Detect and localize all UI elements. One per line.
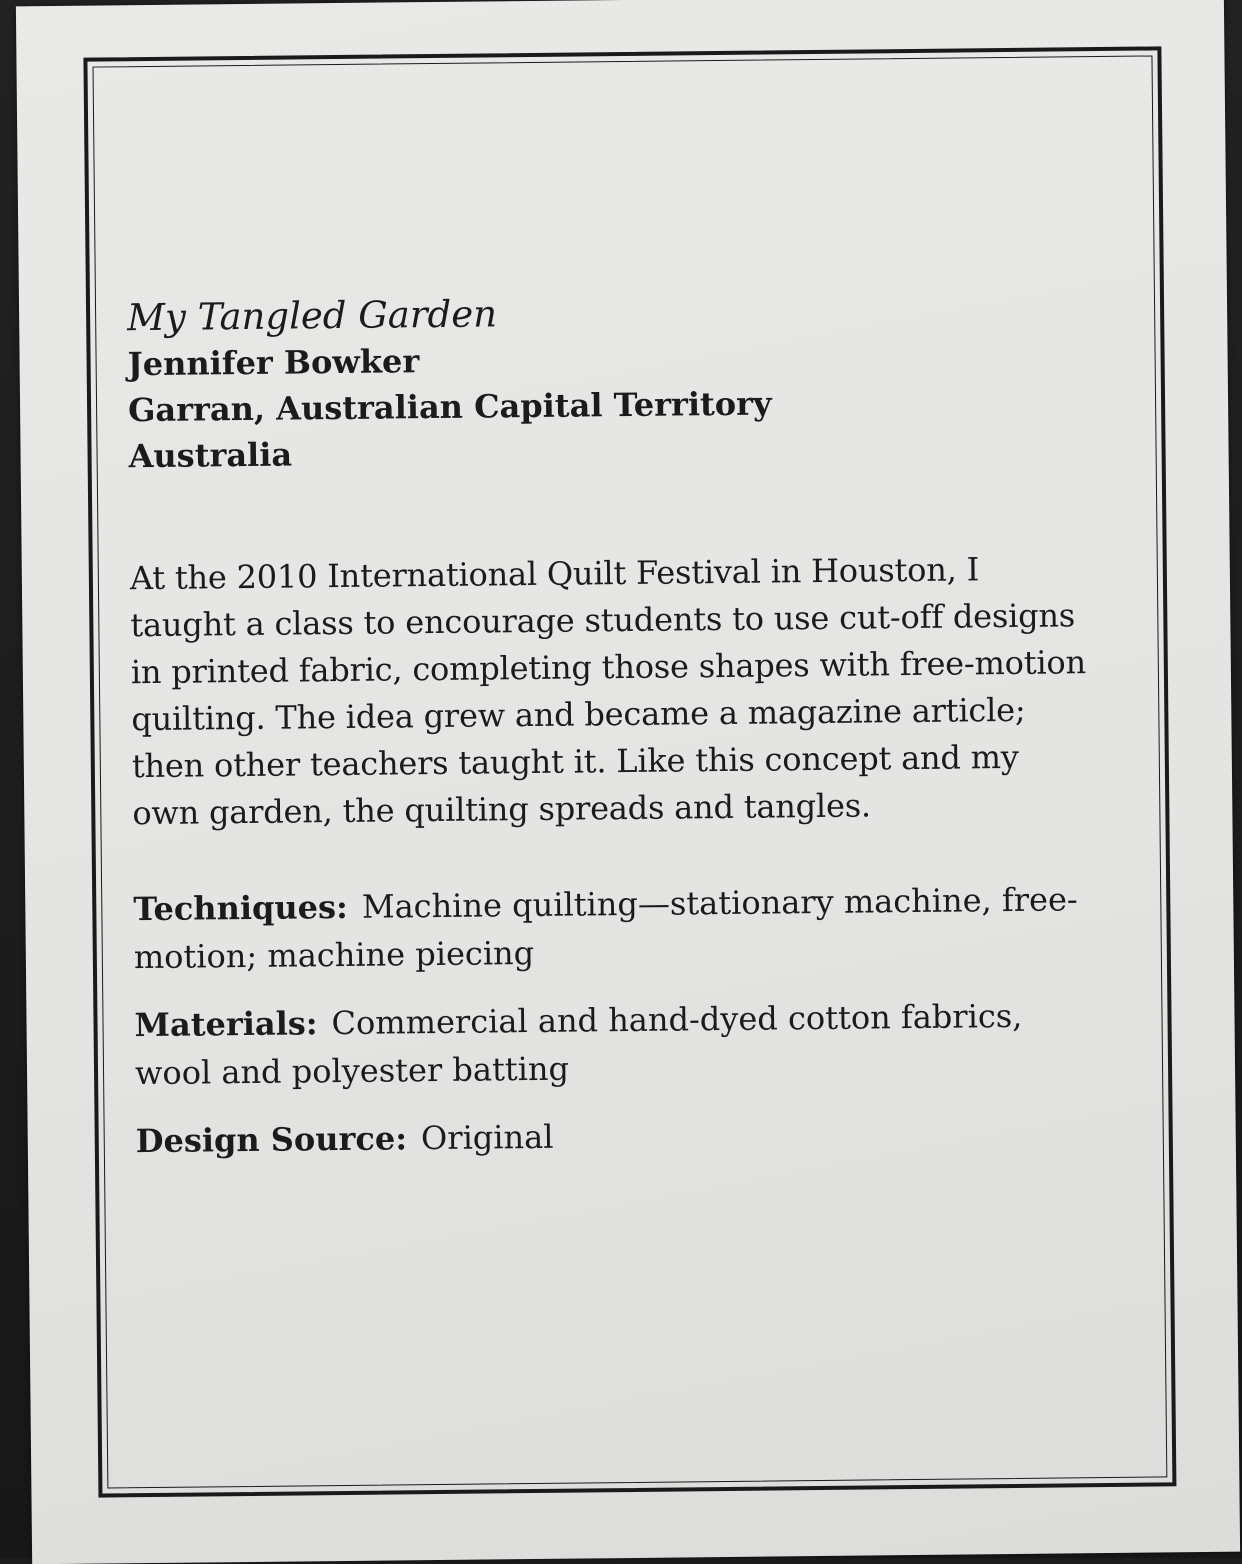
artist-name: Jennifer Bowker	[127, 342, 420, 384]
techniques-field	[133, 875, 1094, 981]
design-source-label: Design Source:	[135, 1119, 408, 1161]
artist-statement: At the 2010 International Quilt Festival in Houston, I taught a class to encourage students to use cut-off designs in printed fabric, completing those shapes with free-motion quilting. The idea grew and became a magazine article; then other teachers taught it. Like this concept and my own garden, the quilting spreads and tangles.	[129, 550, 1087, 833]
artist-location: Garran, Australian Capital Territory	[127, 384, 772, 430]
materials-field	[134, 991, 1095, 1097]
design-source-value: Original	[420, 1117, 554, 1158]
artist-country: Australia	[128, 435, 293, 476]
techniques-label: Techniques:	[133, 887, 349, 929]
techniques-value: Machine quilting—stationary machine, free-motion; machine piecing	[133, 880, 1078, 977]
quilt-title: My Tangled Garden	[126, 292, 498, 340]
paper-sheet	[16, 0, 1240, 1564]
design-source-field	[136, 1107, 1096, 1165]
materials-value: Commercial and hand-dyed cotton fabrics, wool and polyester batting	[134, 996, 1023, 1093]
materials-label: Materials:	[134, 1004, 318, 1045]
card-content	[127, 285, 1096, 1165]
